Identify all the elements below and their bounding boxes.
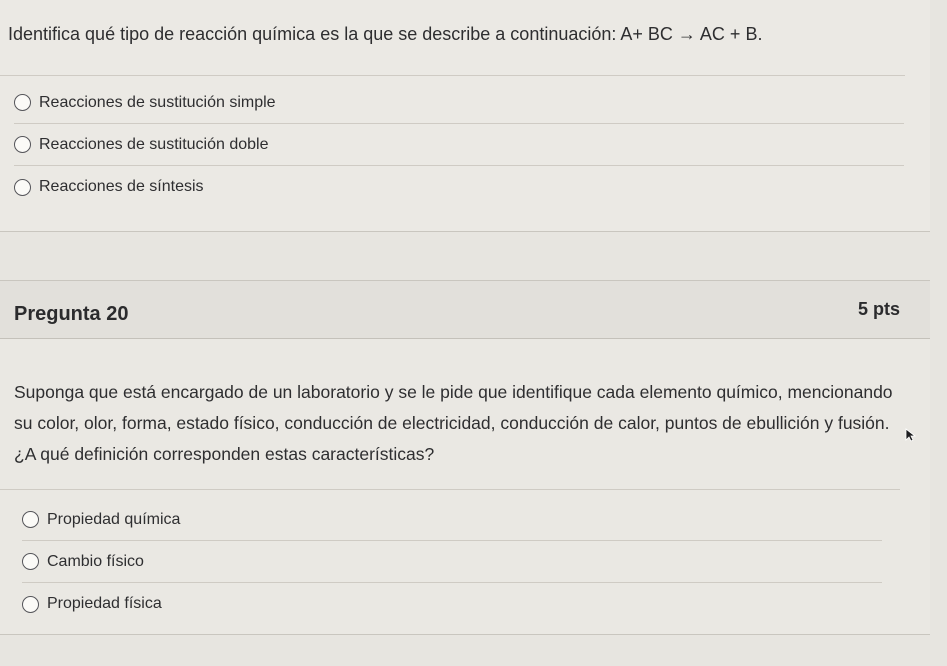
answer-label: Propiedad física	[47, 595, 162, 612]
answer-option[interactable]	[22, 499, 882, 541]
answer-option[interactable]	[22, 541, 882, 583]
divider	[0, 489, 900, 490]
answer-label: Cambio físico	[47, 552, 144, 570]
radio-button[interactable]	[14, 179, 31, 196]
answer-option[interactable]	[14, 82, 904, 124]
answer-label: Propiedad química	[47, 510, 181, 528]
radio-button[interactable]	[22, 596, 39, 613]
question-prompt: Identifica qué tipo de reacción química es la que se describe a continuación: A+ BC → AC + B.	[8, 24, 763, 44]
question-card-previous	[0, 0, 930, 232]
radio-button[interactable]	[22, 553, 39, 570]
answer-option[interactable]	[14, 124, 904, 166]
answer-option[interactable]	[14, 166, 904, 208]
radio-button[interactable]	[14, 136, 31, 153]
answer-label: Reacciones de síntesis	[39, 178, 204, 195]
answer-label: Reacciones de sustitución doble	[39, 135, 269, 153]
question-header	[0, 281, 930, 339]
answer-option[interactable]	[22, 583, 882, 625]
question-prompt: Suponga que está encargado de un laboratorio y se le pide que identifique cada elemento químico, mencionando su color, olor, forma, estado físico, conducción de electricidad, conducción de calor, puntos de ebullición y fusión. ¿A qué definición corresponden estas características?	[14, 382, 893, 464]
answer-label: Reacciones de sustitución simple	[39, 93, 276, 111]
radio-button[interactable]	[22, 511, 39, 528]
question-card-20	[0, 280, 930, 635]
divider	[0, 75, 905, 76]
radio-button[interactable]	[14, 94, 31, 111]
mouse-pointer-icon	[905, 428, 917, 442]
question-title: Pregunta 20	[14, 303, 129, 325]
question-points: 5 pts	[857, 299, 900, 319]
